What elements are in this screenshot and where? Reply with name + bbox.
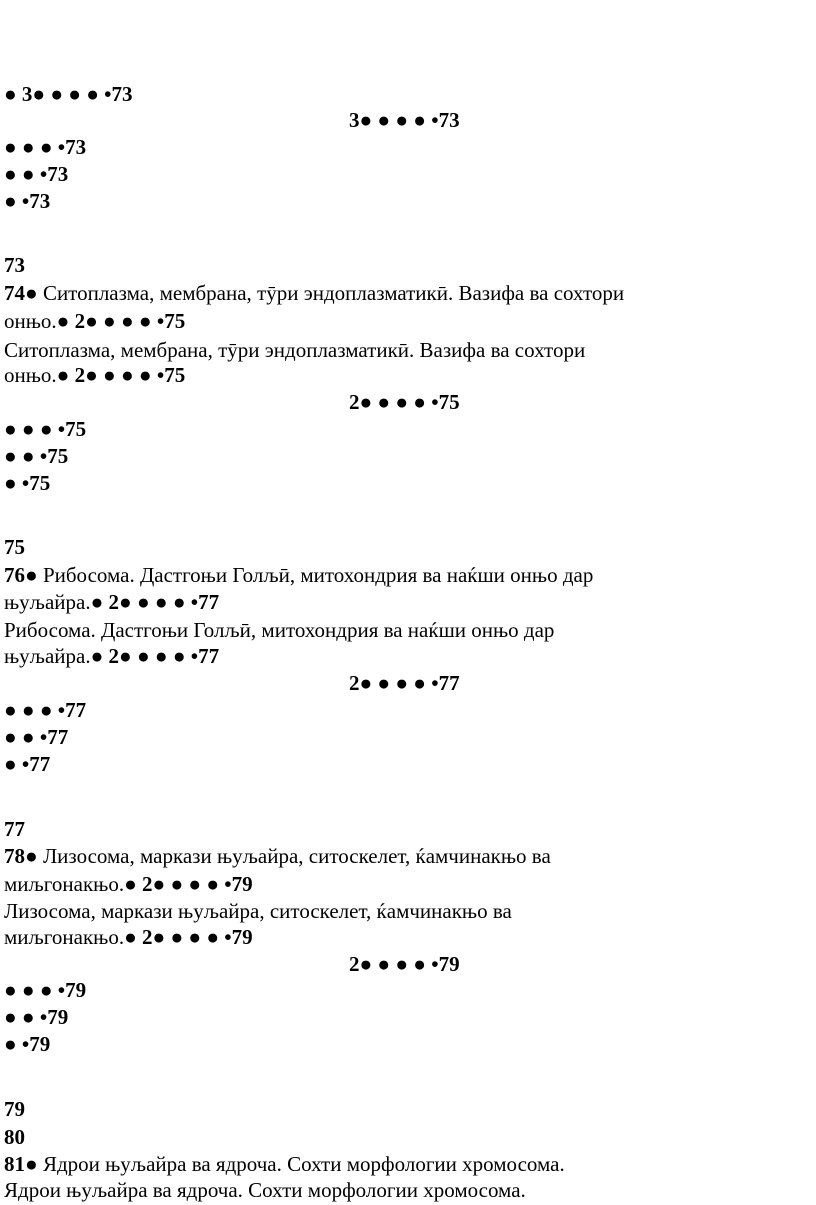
- paragraph-76-repeat-tail: њуљайра.●: [4, 644, 104, 668]
- bullet-line-79-d: ● •79: [4, 1032, 51, 1056]
- paragraph-78-marker: 2● ● ● ● •79: [142, 872, 253, 896]
- item-number-78: 78●: [4, 844, 38, 868]
- paragraph-78-repeat-line-1: Лизосома, маркази њуљайра, ситоскелет, ќамчинакњо ва: [4, 899, 512, 923]
- bullet-line-79-b: ● ● ● •79: [4, 978, 87, 1002]
- bullet-line-77-b: ● ● ● •77: [4, 698, 87, 722]
- paragraph-74-line-1: [4, 280, 624, 306]
- paragraph-74-tail: онњо.●: [4, 309, 70, 333]
- paragraph-78-text: Лизосома, маркази њуљайра, ситоскелет, ќамчинакњо ва: [42, 844, 551, 868]
- bullet-line-73-e: ● •73: [4, 189, 51, 213]
- paragraph-76-line-2: [4, 589, 219, 615]
- page-number-80: 80: [4, 1125, 25, 1149]
- bullet-line-77-a: 2● ● ● ● •77: [349, 671, 460, 695]
- bullet-line-73-b: 3● ● ● ● •73: [349, 108, 460, 132]
- paragraph-76-repeat-marker: 2● ● ● ● •77: [108, 644, 220, 668]
- bullet-line-79-c: ● ● •79: [4, 1005, 69, 1029]
- bullet-line-75-b: ● ● ● •75: [4, 417, 87, 441]
- page-number-75: 75: [4, 535, 25, 559]
- paragraph-81-line-1: [4, 1151, 565, 1177]
- paragraph-74-text: Ситоплазма, мембрана, тӯри эндоплазматикӣ. Вазифа ва сохтори: [42, 281, 625, 305]
- bullet-line-75-c: ● ● •75: [4, 444, 69, 468]
- bullet-line-75-a: 2● ● ● ● •75: [349, 390, 460, 414]
- paragraph-74-repeat-marker: 2● ● ● ● •75: [74, 363, 186, 387]
- paragraph-74-marker: 2● ● ● ● •75: [74, 309, 186, 333]
- bullet-line-77-c: ● ● •77: [4, 725, 69, 749]
- paragraph-74-repeat-line-1: Ситоплазма, мембрана, тӯри эндоплазматикӣ. Вазифа ва сохтори: [4, 338, 586, 362]
- page-number-79: 79: [4, 1097, 25, 1121]
- paragraph-78-line-2: [4, 871, 253, 897]
- paragraph-81-repeat: Ядрои њуљайра ва ядроча. Сохти морфологии хромосома.: [4, 1178, 526, 1202]
- bullet-line-77-d: ● •77: [4, 752, 51, 776]
- paragraph-78-repeat-marker: 2● ● ● ● •79: [142, 925, 253, 949]
- paragraph-78-repeat-tail: миљгонакњо.●: [4, 925, 137, 949]
- item-number-76: 76●: [4, 563, 38, 587]
- item-number-74: 74●: [4, 281, 38, 305]
- paragraph-74-repeat-tail: онњо.●: [4, 363, 70, 387]
- paragraph-78-line-1: [4, 843, 551, 869]
- paragraph-78-tail: миљгонакњо.●: [4, 872, 137, 896]
- paragraph-76-line-1: [4, 562, 593, 588]
- bullet-line-73-d: ● ● •73: [4, 162, 69, 186]
- bullet-line-73-a: ● 3● ● ● ● •73: [4, 82, 133, 106]
- page-number-77: 77: [4, 817, 25, 841]
- paragraph-81-text: Ядрои њуљайра ва ядроча. Сохти морфологии хромосома.: [42, 1152, 565, 1176]
- paragraph-74-line-2: [4, 308, 185, 334]
- item-number-81: 81●: [4, 1152, 38, 1176]
- paragraph-76-text: Рибосома. Дастгоњи Голљӣ, митохондрия ва наќши онњо дар: [42, 563, 594, 587]
- bullet-line-79-a: 2● ● ● ● •79: [349, 952, 460, 976]
- paragraph-78-repeat-line-2: [4, 924, 253, 950]
- bullet-line-75-d: ● •75: [4, 471, 51, 495]
- paragraph-76-repeat-line-2: [4, 643, 219, 669]
- paragraph-76-marker: 2● ● ● ● •77: [108, 590, 220, 614]
- paragraph-76-tail: њуљайра.●: [4, 590, 104, 614]
- paragraph-74-repeat-line-2: [4, 362, 185, 388]
- bullet-line-73-c: ● ● ● •73: [4, 135, 87, 159]
- paragraph-76-repeat-line-1: Рибосома. Дастгоњи Голљӣ, митохондрия ва наќши онњо дар: [4, 618, 555, 642]
- page-number-73: 73: [4, 253, 25, 277]
